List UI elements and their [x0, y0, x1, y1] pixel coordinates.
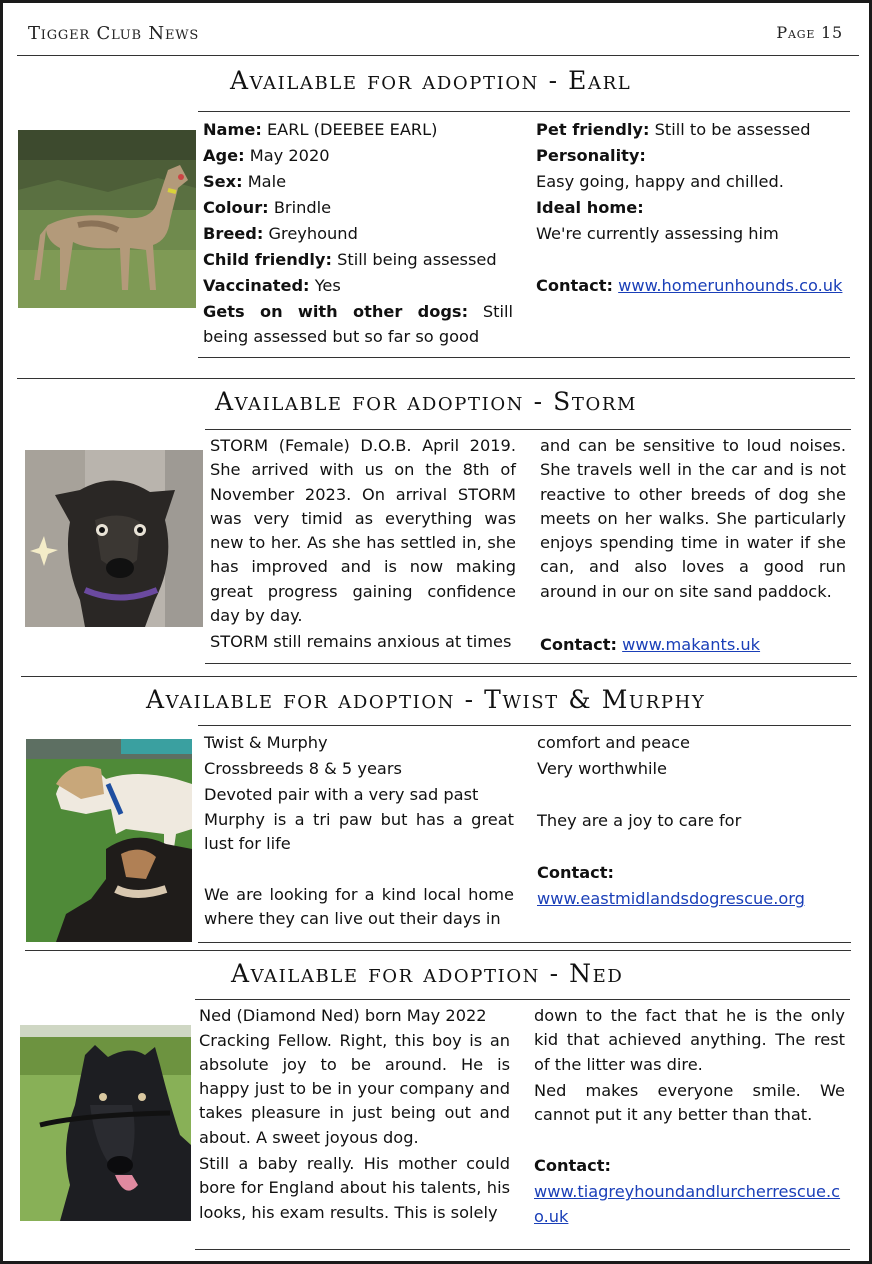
twist-murphy-line-8: They are a joy to care for [537, 811, 742, 830]
earl-personality-label: Personality: [536, 146, 646, 165]
earl-breed: Greyhound [268, 224, 358, 243]
twist-murphy-line-2: Crossbreeds 8 & 5 years [204, 759, 402, 778]
earl-age-label: Age: [203, 146, 245, 165]
earl-other-dogs: Still being assessed but so far so good [203, 302, 513, 346]
earl-title-rule [198, 111, 850, 112]
storm-left-column [210, 434, 516, 655]
earl-colour-label: Colour: [203, 198, 269, 217]
storm-bottom-rule [205, 663, 851, 664]
twist-murphy-title: Available for adoption - Twist & Murphy [146, 685, 706, 714]
earl-colour: Brindle [273, 198, 332, 217]
storm-contact-label: Contact: [540, 635, 617, 655]
twist-murphy-line-3: Devoted pair with a very sad past [204, 785, 479, 804]
ned-bottom-rule [195, 1249, 850, 1250]
storm-right-column [540, 434, 846, 658]
section-divider-2 [21, 676, 857, 677]
earl-sex-label: Sex: [203, 172, 243, 191]
storm-photo [25, 450, 203, 627]
earl-ideal-home: We're currently assessing him [536, 224, 779, 243]
twist-murphy-line-7: Very worthwhile [537, 759, 668, 778]
ned-paragraph-1: Ned (Diamond Ned) born May 2022 [199, 1006, 487, 1025]
twist-murphy-right-column [537, 730, 851, 912]
newsletter-title: Tigger Club News [28, 23, 200, 44]
earl-right-column [536, 117, 850, 299]
earl-vaccinated: Yes [314, 276, 341, 295]
twist-murphy-bottom-rule [198, 942, 851, 943]
twist-murphy-line-6: comfort and peace [537, 733, 690, 752]
page-number: Page 15 [776, 23, 843, 42]
ned-contact-link[interactable]: www.tiagreyhoundandlurcherrescue.co.uk [534, 1182, 841, 1227]
ned-right-column [534, 1004, 845, 1229]
twist-murphy-title-rule [198, 725, 851, 726]
earl-personality: Easy going, happy and chilled. [536, 172, 784, 191]
earl-name-label: Name: [203, 120, 262, 139]
ned-title: Available for adoption - Ned [231, 959, 624, 988]
ned-contact-label: Contact: [534, 1156, 611, 1176]
ned-photo [20, 1025, 191, 1221]
storm-paragraph-3: and can be sensitive to loud noises. She travels well in the car and is not reactive to other breeds of dog she meets on her walks. She particularly enjoys spending time in water if she can, and also loves a good run around in our on site sand paddock. [540, 436, 846, 601]
twist-murphy-line-4: Murphy is a tri paw but has a great lust for life [204, 810, 514, 854]
earl-ideal-label: Ideal home: [536, 198, 644, 217]
header-rule [17, 55, 859, 56]
twist-murphy-line-5: We are looking for a kind local home where they can live out their days in [204, 884, 514, 928]
ned-paragraph-5: Ned makes everyone smile. We cannot put it any better than that. [534, 1080, 845, 1125]
earl-contact-link[interactable]: www.homerunhounds.co.uk [618, 276, 843, 295]
earl-dogs-label: Gets on with other dogs: [203, 302, 469, 321]
twist-murphy-contact-label: Contact: [537, 863, 614, 882]
storm-paragraph-2: STORM still remains anxious at times [210, 632, 512, 652]
earl-vaccinated-label: Vaccinated: [203, 276, 310, 295]
earl-sex: Male [247, 172, 287, 191]
ned-title-rule [195, 999, 850, 1000]
storm-title: Available for adoption - Storm [215, 387, 638, 416]
earl-contact-label: Contact: [536, 276, 613, 295]
earl-photo [18, 130, 196, 308]
twist-murphy-line-1: Twist & Murphy [204, 733, 328, 752]
storm-title-rule [205, 429, 851, 430]
storm-contact-link[interactable]: www.makants.uk [622, 635, 761, 655]
earl-name: EARL (DEEBEE EARL) [266, 120, 438, 139]
earl-pet-friendly: Still to be assessed [654, 120, 811, 139]
ned-left-column [199, 1004, 510, 1225]
ned-paragraph-4: down to the fact that he is the only kid that achieved anything. The rest of the litter was dire. [534, 1006, 845, 1074]
section-divider-1 [17, 378, 855, 379]
earl-bottom-rule [198, 357, 850, 358]
twist-murphy-contact-link[interactable]: www.eastmidlandsdogrescue.org [537, 889, 805, 908]
earl-pet-label: Pet friendly: [536, 120, 650, 139]
earl-age: May 2020 [249, 146, 330, 165]
twist-murphy-photo [26, 739, 192, 942]
twist-murphy-left-column [204, 730, 514, 931]
section-divider-3 [25, 950, 851, 951]
earl-breed-label: Breed: [203, 224, 264, 243]
earl-child-label: Child friendly: [203, 250, 332, 269]
ned-paragraph-3: Still a baby really. His mother could bore for England about his talents, his looks, his exam results. This is solely [199, 1153, 510, 1222]
earl-child-friendly: Still being assessed [337, 250, 497, 269]
earl-title: Available for adoption - Earl [230, 66, 632, 95]
earl-left-column [203, 117, 513, 349]
storm-paragraph-1: STORM (Female) D.O.B. April 2019. She arrived with us on the 8th of November 2023. On arrival STORM was very timid as everything was new to her. As she has settled in, she has improved and is now making great progress gaining confidence day by day. [210, 436, 516, 626]
ned-paragraph-2: Cracking Fellow. Right, this boy is an absolute joy to be around. He is happy just to be in your company and takes pleasure in just being out and about. A sweet joyous dog. [199, 1030, 510, 1147]
